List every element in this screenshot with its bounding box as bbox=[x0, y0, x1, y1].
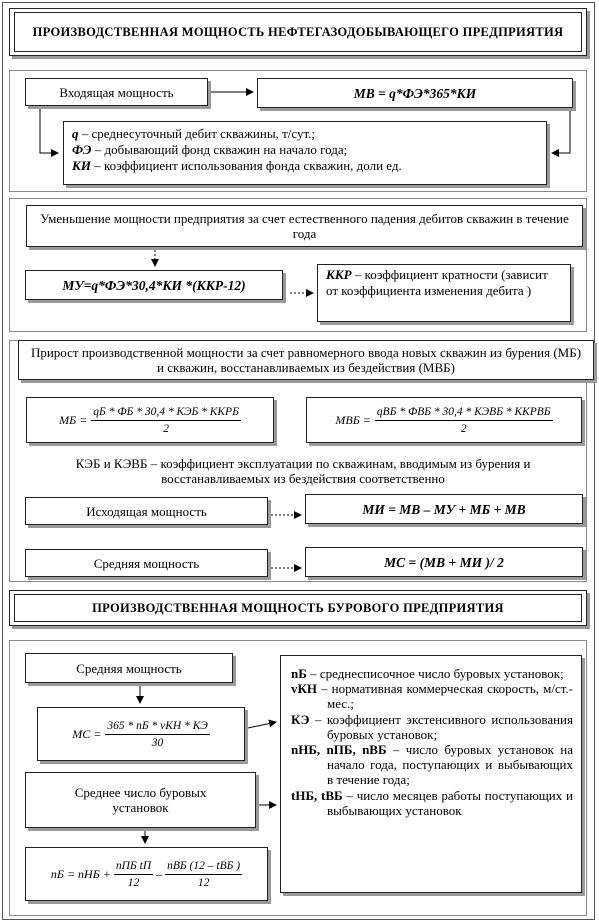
growth-formula-left-lhs: MБ = bbox=[59, 412, 88, 427]
drill-count-fraction-1: $\frac{\text{nПБ tП}}{12}$ bbox=[115, 859, 152, 889]
incoming-def-1: ФЭ – добывающий фонд скважин на начало года; bbox=[72, 142, 348, 157]
drill-avg-label: Средняя мощность bbox=[76, 660, 182, 676]
growth-formula-left-num: qБ * ФБ * 30,4 * КЭБ * ККРБ bbox=[91, 405, 241, 421]
oil-section-title-text: ПРОИЗВОДСТВЕННАЯ МОЩНОСТЬ НЕФТЕГАЗОДОБЫВАЮЩЕГО ПРЕДПРИЯТИЯ bbox=[32, 24, 564, 39]
drill-section-title-text: ПРОИЗВОДСТВЕННАЯ МОЩНОСТЬ БУРОВОГО ПРЕДПРИЯТИЯ bbox=[92, 600, 504, 615]
drill-count-minus: – bbox=[156, 866, 163, 881]
drill-avg-den: 30 bbox=[151, 736, 164, 749]
drill-count-lhs: nБ = nНБ + bbox=[50, 866, 111, 881]
growth-note: КЭБ и КЭВБ – коэффициент эксплуатации по скважинам, вводимым из бурения и восстанавливаемых из бездействия соответственно bbox=[75, 456, 531, 486]
arrow-incoming-to-defs bbox=[40, 109, 58, 153]
decrease-label: Уменьшение мощности предприятия за счет естественного падения дебитов скважин в течение года bbox=[40, 211, 569, 241]
growth-formula-right-num: qВБ * ФВБ * 30,4 * КЭВБ * ККРВБ bbox=[375, 405, 553, 421]
arrow-drill-avg-to-defs bbox=[248, 722, 276, 728]
arrow-formula-to-defs bbox=[552, 111, 570, 153]
drill-def-4: tНБ, tВБ – число месяцев работы поступающих и выбывающих установок bbox=[291, 787, 573, 818]
incoming-def-0: q – среднесуточный дебит скважины, т/сут.; bbox=[72, 126, 316, 141]
incoming-label: Входящая мощность bbox=[59, 84, 174, 100]
growth-formula-right-lhs: MВБ = bbox=[335, 412, 371, 427]
drill-def-0: nБ – среднесписочное число буровых установок; bbox=[291, 666, 564, 681]
drill-avg-lhs: MС = bbox=[72, 726, 102, 741]
incoming-def-2: КИ – коэффициент использования фонда скважин, доли ед. bbox=[72, 158, 402, 173]
drill-count-fraction-2: $\frac{\text{nВБ (12 – tВБ )}}{12}$ bbox=[167, 859, 241, 889]
drill-def-2: КЭ – коэффициент экстенсивного использования буровых установок; bbox=[291, 711, 573, 742]
incoming-formula: MВ = q*ФЭ*365*КИ bbox=[353, 85, 477, 101]
outgoing-formula: MИ = MВ – MУ + MБ + MВ bbox=[362, 501, 526, 517]
average-label: Средняя мощность bbox=[93, 555, 200, 571]
average-formula: MС = (MВ + MИ )/ 2 bbox=[384, 554, 504, 570]
drill-count-label: Среднее число буровых установок bbox=[74, 785, 207, 815]
drill-avg-num: 365 * nБ * vКН * КЭ bbox=[105, 719, 209, 735]
growth-formula-left-den: 2 bbox=[163, 422, 169, 435]
decrease-formula: MУ=q*ФЭ*30,4*КИ *(ККР-12) bbox=[62, 277, 246, 293]
drill-def-1: vКН – нормативная коммерческая скорость, м/ст.-мес.; bbox=[291, 681, 573, 712]
outgoing-label: Исходящая мощность bbox=[86, 503, 207, 519]
growth-formula-right-den: 2 bbox=[460, 422, 467, 435]
decrease-def-text: – коэффициент кратности (зависит от коэффициента изменения дебита ) bbox=[326, 267, 548, 298]
drill-def-3: nНБ, nПБ, nВБ – число буровых установок на начало года, поступающих и выбывающих в течение года; bbox=[291, 742, 573, 788]
decrease-def-symbol: ККР bbox=[326, 267, 352, 282]
growth-label: Прирост производственной мощности за счет равномерного ввода новых скважин из бурения (MБ) и скважин, восстанавливаемых из бездействия (MВБ) bbox=[30, 345, 582, 375]
